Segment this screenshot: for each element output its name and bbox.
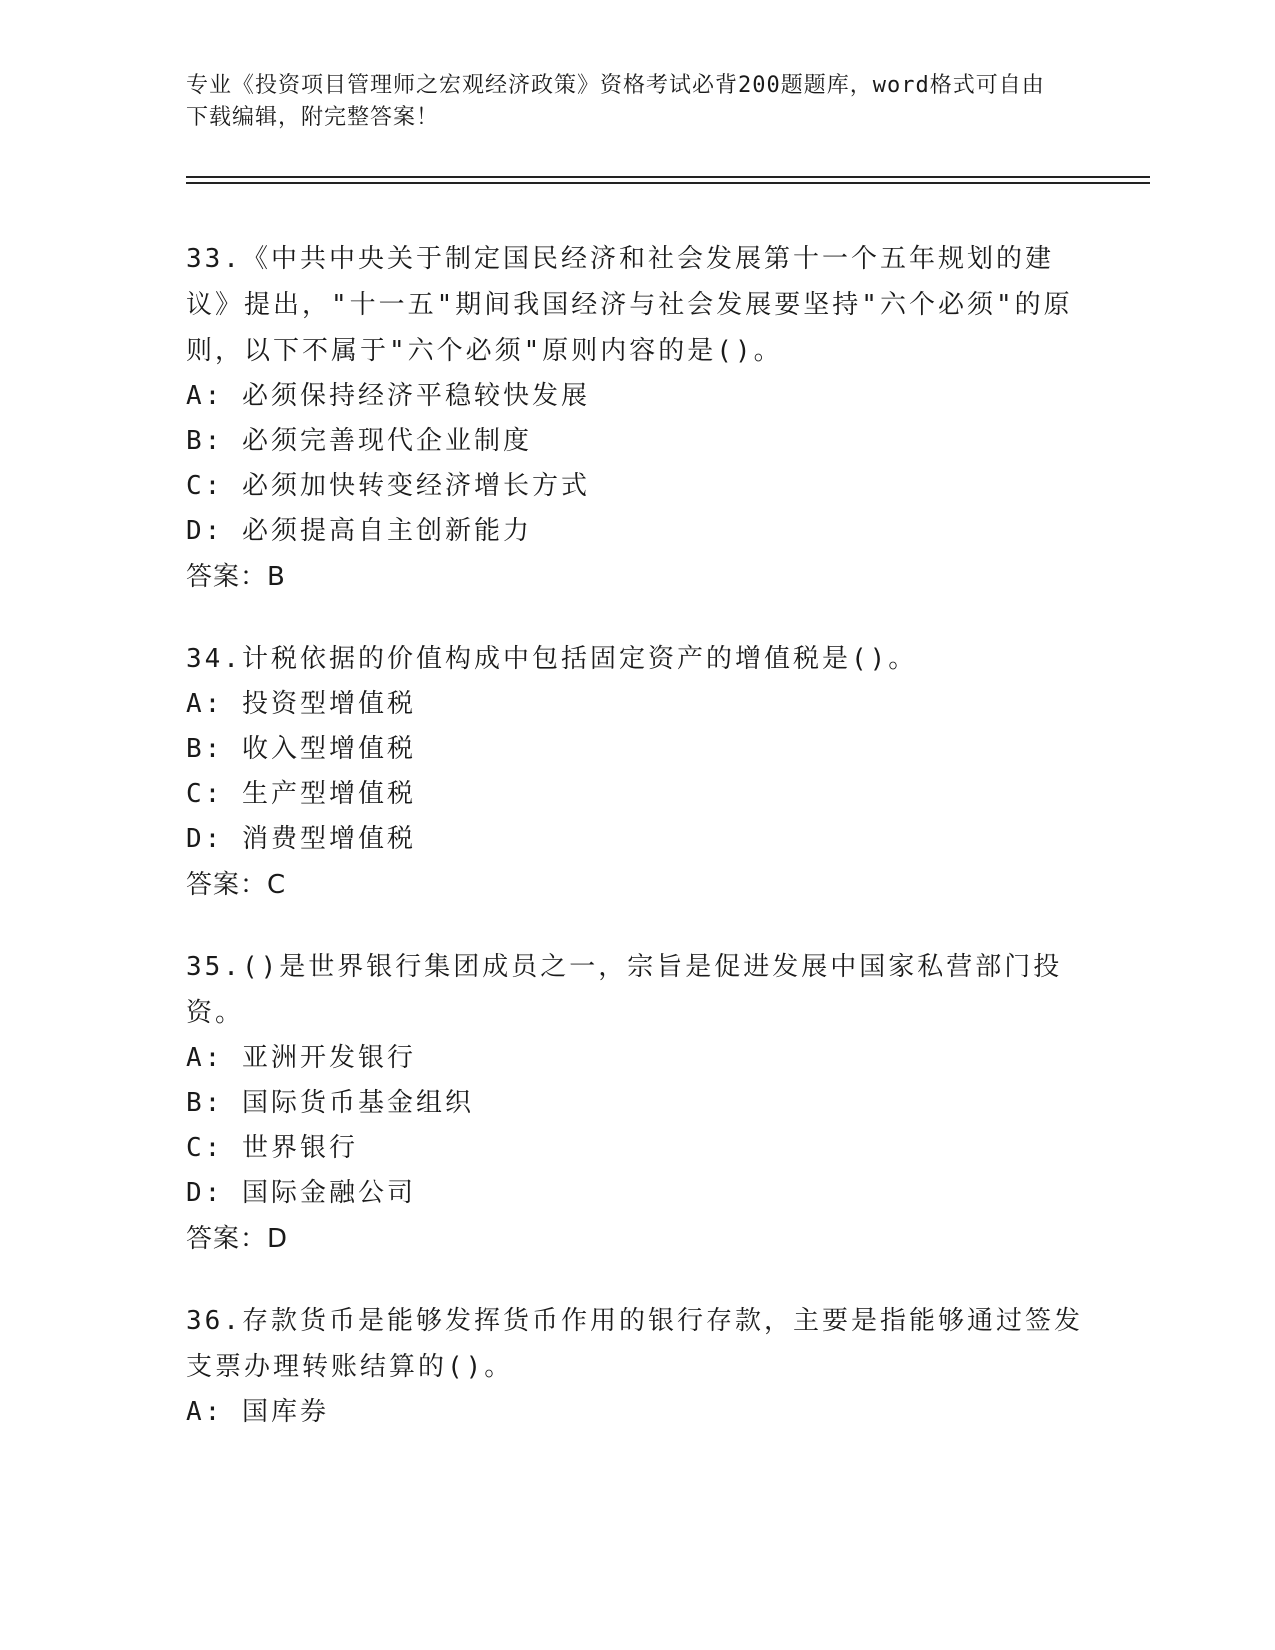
option-c: C: 生产型增值税 [186,779,416,809]
option-a: A: 必须保持经济平稳较快发展 [186,381,590,411]
header-divider-top [186,176,1150,178]
question-34 [186,636,1086,908]
question-stem: 34.计税依据的价值构成中包括固定资产的增值税是()。 [186,644,918,674]
answer-line: 答案：D [186,1224,289,1254]
option-b: B: 收入型增值税 [186,734,416,764]
question-list [186,236,1086,1471]
answer-line: 答案：C [186,870,287,900]
option-a: A: 亚洲开发银行 [186,1043,416,1073]
answer-line: 答案：B [186,562,286,592]
option-c: C: 世界银行 [186,1133,358,1163]
question-stem: 36.存款货币是能够发挥货币作用的银行存款，主要是指能够通过签发支票办理转账结算的()。 [186,1306,1083,1382]
option-a: A: 投资型增值税 [186,689,416,719]
question-33 [186,236,1086,600]
option-d: D: 必须提高自主创新能力 [186,516,532,546]
option-c: C: 必须加快转变经济增长方式 [186,471,590,501]
option-d: D: 消费型增值税 [186,824,416,854]
question-36 [186,1298,1086,1435]
question-35 [186,944,1086,1262]
question-stem: 33.《中共中央关于制定国民经济和社会发展第十一个五年规划的建议》提出，"十一五"期间我国经济与社会发展要坚持"六个必须"的原则，以下不属于"六个必须"原则内容的是()。 [186,244,1073,366]
option-d: D: 国际金融公司 [186,1178,416,1208]
question-stem: 35.()是世界银行集团成员之一，宗旨是促进发展中国家私营部门投资。 [186,952,1063,1028]
option-a: A: 国库券 [186,1397,329,1427]
document-title: 专业《投资项目管理师之宏观经济政策》资格考试必背200题题库，word格式可自由下载编辑，附完整答案！ [186,73,1045,130]
option-b: B: 必须完善现代企业制度 [186,426,532,456]
header-divider-bottom [186,182,1150,184]
option-b: B: 国际货币基金组织 [186,1088,474,1118]
